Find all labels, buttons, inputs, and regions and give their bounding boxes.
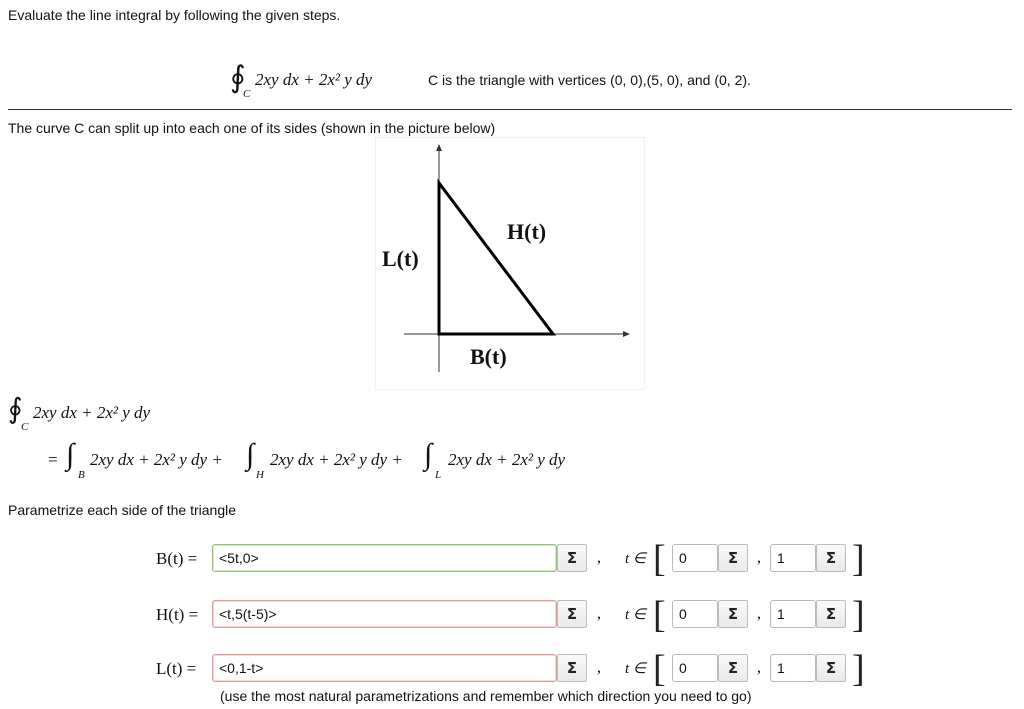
h-parametrization-input[interactable]: <t,5(t-5)> — [212, 600, 557, 628]
h-t-end-input[interactable]: 1 — [770, 600, 816, 628]
problem-integrand: 2xy dx + 2x² y dy — [255, 70, 373, 89]
h-t-start-input[interactable]: 0 — [672, 600, 718, 628]
figure-label-b: B(t) — [470, 344, 507, 369]
figure-label-h: H(t) — [507, 219, 547, 244]
h-t-end-sigma-button[interactable]: Σ — [816, 600, 846, 628]
contour-sub: C — [243, 88, 251, 100]
problem-description: C is the triangle with vertices (0, 0),(5, 0), and (0, 2). — [428, 72, 751, 88]
divider — [8, 109, 1012, 110]
comma: , — [597, 605, 601, 622]
direction-note: (use the most natural parametrizations and remember which direction you need to go) — [220, 688, 752, 704]
contour-integral-sign: ∮ — [230, 61, 246, 94]
comma: , — [757, 659, 761, 676]
sub-b: B — [78, 469, 85, 481]
lhs-sub: C — [21, 421, 29, 433]
figure-label-l: L(t) — [382, 246, 419, 271]
b-t-end-sigma-button[interactable]: Σ — [816, 544, 846, 572]
l-t-end-input[interactable]: 1 — [770, 654, 816, 682]
l-t-start-input[interactable]: 0 — [672, 654, 718, 682]
b-t-end-input[interactable]: 1 — [770, 544, 816, 572]
b-sigma-button[interactable]: Σ — [557, 544, 587, 572]
lhs-integral-sign: ∮ — [8, 394, 23, 425]
right-bracket: ] — [852, 648, 865, 690]
term-l: 2xy dx + 2x² y dy — [448, 450, 566, 469]
h-sigma-button[interactable]: Σ — [557, 600, 587, 628]
b-t-start-sigma-button[interactable]: Σ — [718, 544, 748, 572]
term-h: 2xy dx + 2x² y dy + — [270, 450, 403, 469]
lhs-integrand: 2xy dx + 2x² y dy — [33, 403, 151, 422]
row-l-t-label: t ∈ — [625, 661, 646, 677]
row-b-label: B(t) = — [156, 549, 198, 568]
parametrize-text: Parametrize each side of the triangle — [8, 502, 237, 518]
comma: , — [757, 549, 761, 566]
y-axis-arrow — [436, 144, 442, 151]
comma: , — [597, 549, 601, 566]
l-t-start-sigma-button[interactable]: Σ — [718, 654, 748, 682]
triangle-path — [439, 183, 553, 334]
sub-l: L — [435, 469, 442, 481]
b-t-start-input[interactable]: 0 — [672, 544, 718, 572]
h-t-start-sigma-button[interactable]: Σ — [718, 600, 748, 628]
x-axis-arrow — [623, 331, 630, 337]
right-bracket: ] — [852, 594, 865, 636]
l-sigma-button[interactable]: Σ — [557, 654, 587, 682]
b-parametrization-input[interactable]: <5t,0> — [212, 544, 557, 572]
split-text: The curve C can split up into each one of its sides (shown in the picture below) — [8, 120, 496, 136]
integral-sign-h: ∫ — [246, 438, 255, 471]
row-b-t-label: t ∈ — [625, 551, 646, 567]
left-bracket: [ — [653, 648, 666, 690]
l-t-end-sigma-button[interactable]: Σ — [816, 654, 846, 682]
l-parametrization-input[interactable]: <0,1-t> — [212, 654, 557, 682]
instruction-text: Evaluate the line integral by following the given steps. — [8, 7, 341, 23]
left-bracket: [ — [653, 538, 666, 580]
right-bracket: ] — [852, 538, 865, 580]
integral-sign-b: ∫ — [66, 438, 75, 471]
sub-h: H — [256, 469, 264, 481]
row-l-label: L(t) = — [156, 659, 197, 678]
comma: , — [757, 605, 761, 622]
left-bracket: [ — [653, 594, 666, 636]
equals-sign: = — [48, 450, 58, 469]
row-h-t-label: t ∈ — [625, 607, 646, 623]
row-h-label: H(t) = — [156, 605, 199, 624]
term-b: 2xy dx + 2x² y dy + — [90, 450, 223, 469]
integral-sign-l: ∫ — [424, 438, 433, 471]
triangle-figure — [375, 137, 645, 390]
comma: , — [597, 659, 601, 676]
